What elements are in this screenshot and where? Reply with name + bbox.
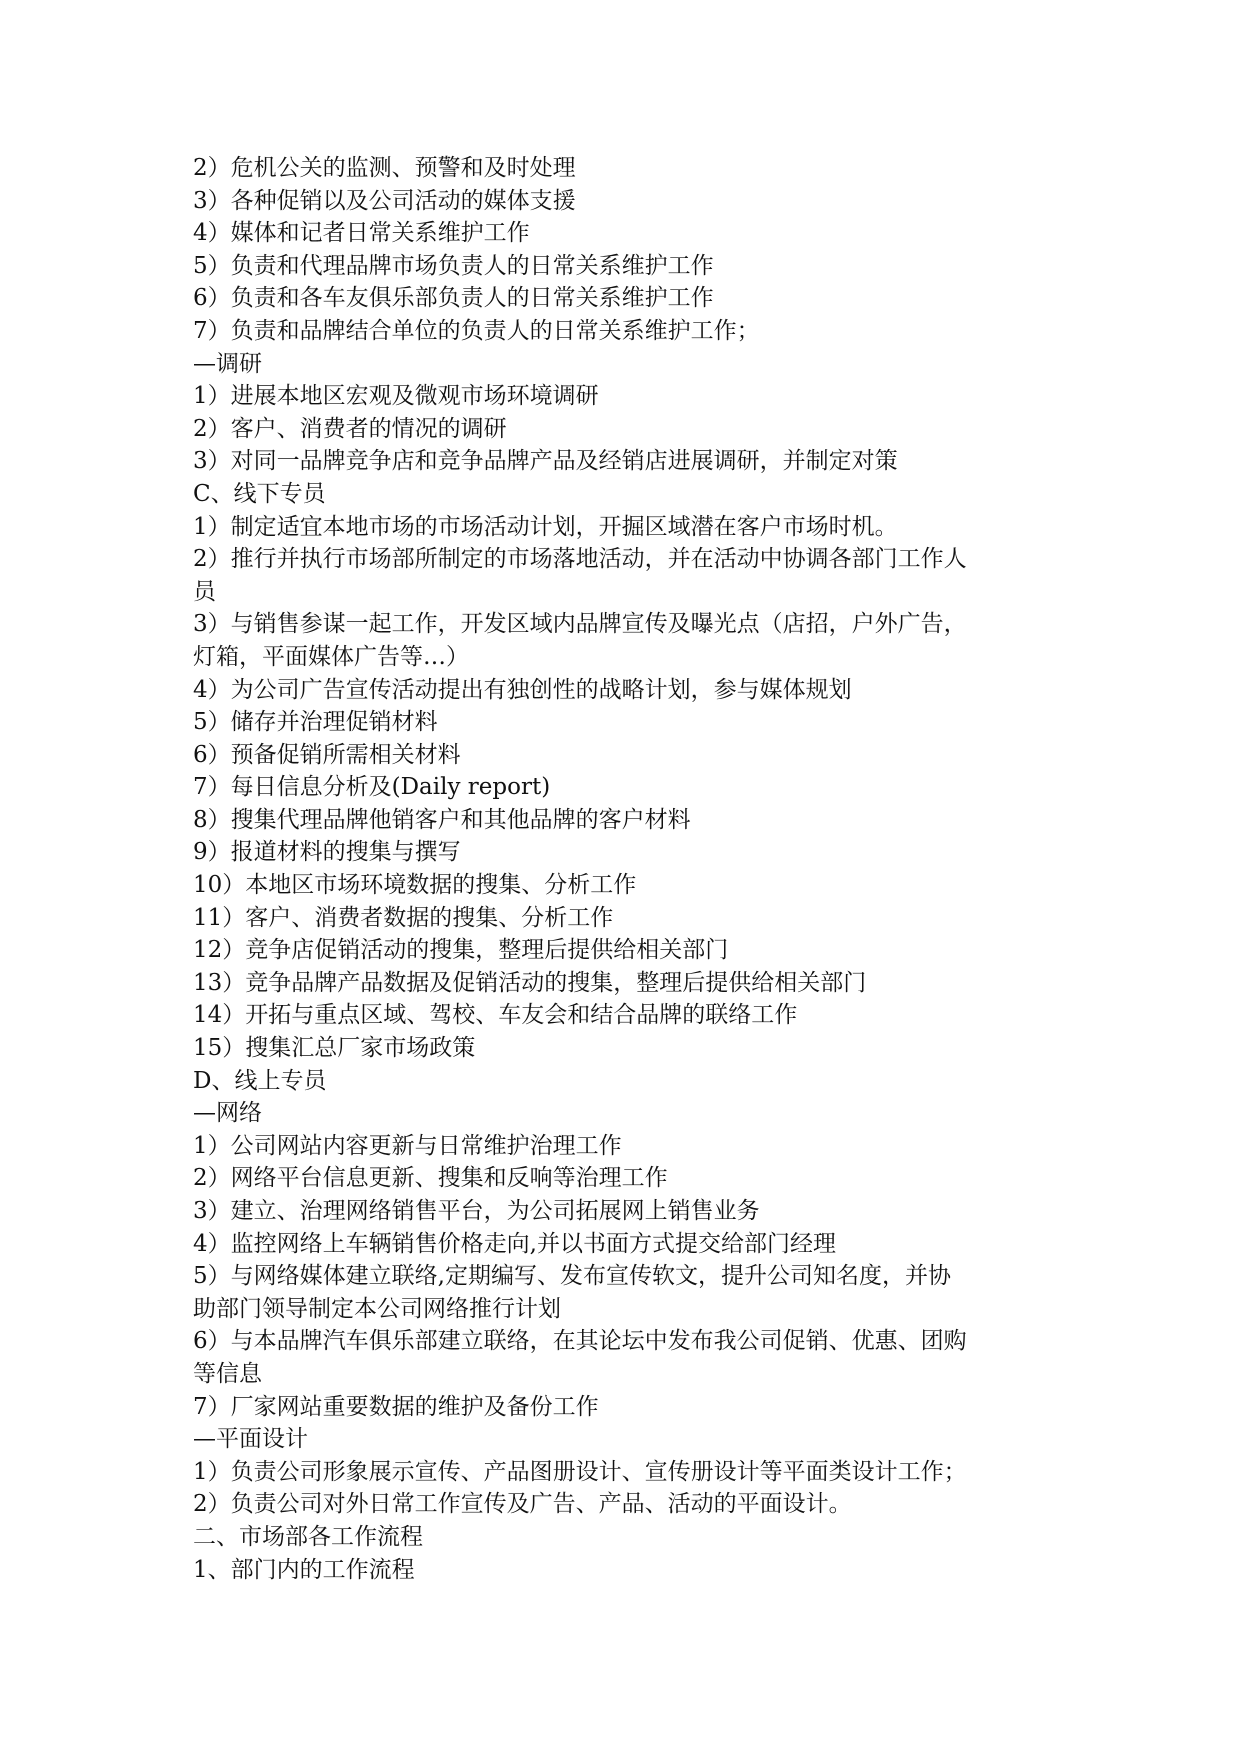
text-line: 5）与网络媒体建立联络,定期编写、发布宣传软文，提升公司知名度，并协 — [193, 1263, 951, 1290]
text-line: —网络 — [193, 1100, 262, 1127]
text-line: —调研 — [193, 350, 262, 377]
text-line: 14）开拓与重点区域、驾校、车友会和结合品牌的联络工作 — [193, 1002, 798, 1029]
text-line: 6）与本品牌汽车俱乐部建立联络，在其论坛中发布我公司促销、优惠、团购 — [193, 1328, 967, 1355]
text-line: 7）厂家网站重要数据的维护及备份工作 — [193, 1393, 599, 1420]
text-line: 3）对同一品牌竞争店和竞争品牌产品及经销店进展调研，并制定对策 — [193, 448, 898, 475]
text-line: 员 — [193, 578, 216, 605]
text-line: 2）负责公司对外日常工作宣传及广告、产品、活动的平面设计。 — [193, 1491, 852, 1518]
text-line: D、线上专员 — [193, 1067, 327, 1094]
text-line: 1、部门内的工作流程 — [193, 1556, 415, 1583]
text-line: 1）公司网站内容更新与日常维护治理工作 — [193, 1132, 622, 1159]
text-line: 12）竞争店促销活动的搜集，整理后提供给相关部门 — [193, 937, 729, 964]
text-line: 助部门领导制定本公司网络推行计划 — [193, 1295, 561, 1322]
document-body — [193, 152, 1033, 1586]
text-line: 2）推行并执行市场部所制定的市场落地活动，并在活动中协调各部门工作人 — [193, 546, 967, 573]
text-line: 5）储存并治理促销材料 — [193, 709, 438, 736]
text-line: 8）搜集代理品牌他销客户和其他品牌的客户材料 — [193, 806, 691, 833]
text-line: 9）报道材料的搜集与撰写 — [193, 839, 461, 866]
text-line: 2）客户、消费者的情况的调研 — [193, 415, 507, 442]
text-line: 7）每日信息分析及(Daily report) — [193, 774, 551, 801]
text-line: 15）搜集汇总厂家市场政策 — [193, 1035, 476, 1062]
text-line: C、线下专员 — [193, 480, 326, 507]
text-line: 6）预备促销所需相关材料 — [193, 741, 461, 768]
text-line: 11）客户、消费者数据的搜集、分析工作 — [193, 904, 614, 931]
text-line: 3）各种促销以及公司活动的媒体支援 — [193, 187, 576, 214]
text-line: 13）竞争品牌产品数据及促销活动的搜集，整理后提供给相关部门 — [193, 969, 867, 996]
text-line: 等信息 — [193, 1360, 262, 1387]
text-line: 4）监控网络上车辆销售价格走向,并以书面方式提交给部门经理 — [193, 1230, 836, 1257]
text-line: 5）负责和代理品牌市场负责人的日常关系维护工作 — [193, 252, 714, 279]
text-line: 灯箱，平面媒体广告等…） — [193, 643, 469, 670]
text-line: 1）制定适宜本地市场的市场活动计划，开掘区域潜在客户市场时机。 — [193, 513, 898, 540]
text-line: 二、市场部各工作流程 — [193, 1523, 423, 1550]
text-line: 3）与销售参谋一起工作，开发区域内品牌宣传及曝光点（店招，户外广告， — [193, 611, 967, 638]
text-line: 10）本地区市场环境数据的搜集、分析工作 — [193, 872, 637, 899]
text-line: 2）危机公关的监测、预警和及时处理 — [193, 155, 576, 181]
text-line: 7）负责和品牌结合单位的负责人的日常关系维护工作； — [193, 317, 760, 344]
text-line: —平面设计 — [193, 1426, 308, 1453]
text-line: 3）建立、治理网络销售平台，为公司拓展网上销售业务 — [193, 1198, 760, 1224]
text-line: 6）负责和各车友俱乐部负责人的日常关系维护工作 — [193, 285, 714, 312]
text-line: 1）负责公司形象展示宣传、产品图册设计、宣传册设计等平面类设计工作； — [193, 1458, 967, 1485]
text-line: 4）媒体和记者日常关系维护工作 — [193, 220, 530, 247]
text-line: 2）网络平台信息更新、搜集和反响等治理工作 — [193, 1165, 668, 1192]
text-line: 4）为公司广告宣传活动提出有独创性的战略计划，参与媒体规划 — [193, 676, 852, 703]
text-line: 1）进展本地区宏观及微观市场环境调研 — [193, 383, 599, 410]
